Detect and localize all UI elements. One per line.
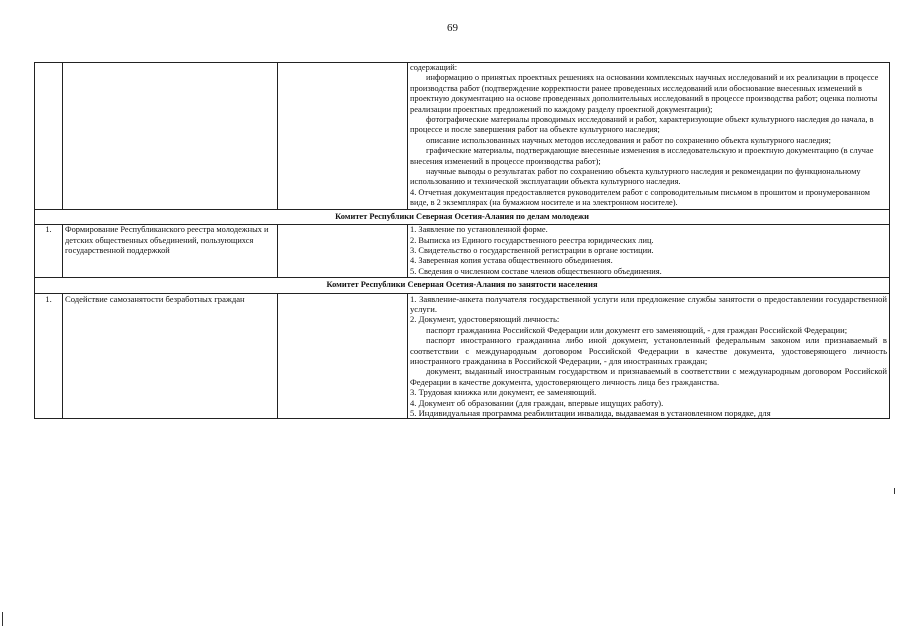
doc-line: паспорт гражданина Российской Федерации или документ его заменяющий, - для граждан Российской Федерации;: [426, 324, 848, 335]
service-cell: [63, 63, 278, 210]
service-name: Формирование Республиканского реестра молодежных и детских общественных объединений, пользующихся государственной поддержкой: [63, 225, 278, 278]
docs-cell: [408, 293, 890, 419]
table-row: [35, 225, 890, 278]
services-table: [34, 62, 890, 419]
section-title: Комитет Республики Северная Осетия-Алания по делам молодежи: [35, 209, 890, 224]
table-row: [35, 293, 890, 419]
doc-line: фотографические материалы проводимых исследований и работ, характеризующие объект культурного наследия до начала, в процессе и после завершения работ на объекте культурного наследия;: [410, 115, 874, 135]
doc-line: 2. Документ, удостоверяющий личность:: [410, 314, 560, 325]
doc-line: документ, выданный иностранным государством и признаваемый в соответствии с международным договором Российской Федерации в качестве документа, удостоверяющего личность лица без гражданства.: [410, 366, 887, 387]
scan-mark: [894, 488, 895, 494]
blank-cell: [278, 293, 408, 419]
blank-cell: [278, 63, 408, 210]
doc-line: 3. Свидетельство о государственной регистрации в органе юстиции.: [410, 245, 654, 255]
doc-line: паспорт иностранного гражданина либо иной документ, установленный федеральным законом или признаваемый в соответствии с международным договором Российской Федерации в качестве документа, удостоверяющего личность иностранного гражданина в Российской Федерации, - для иностранных граждан;: [410, 335, 887, 366]
docs-cell: [408, 225, 890, 278]
doc-line: научные выводы о результатах работ по сохранению объекта культурного наследия и рекомендации по функциональному использованию и технической эксплуатации объекта культурного наследия.: [410, 167, 861, 187]
table-row-continuation: [35, 63, 890, 210]
row-number: 1.: [35, 293, 63, 419]
doc-line: графические материалы, подтверждающие внесенные изменения в исследовательскую и проектную документацию (в случае внесения изменений в процессе производства работ);: [410, 146, 874, 166]
doc-line: 4. Отчетная документация предоставляется руководителем работ с сопроводительным письмом в прошитом и пронумерованном виде, в 2 экземплярах (на бумажном носителе и на электронном носителе).: [410, 187, 870, 208]
doc-line: содержащий:: [410, 63, 458, 72]
docs-cell: [408, 63, 890, 210]
doc-line: 3. Трудовая книжка или документ, ее заменяющий.: [410, 387, 597, 398]
doc-line: информацию о принятых проектных решениях на основании комплексных научных исследований и их реализации в процессе производства работ (подтверждение корректности ранее проведенных исследований или обоснование внесенных изменений в проектную документацию на основе проведенных дополнительных исследований в процессе производства работ; оценка полноты реализации проектных предложений по каждому разделу проектной документации);: [410, 73, 879, 114]
section-header-row: [35, 209, 890, 224]
doc-line: 2. Выписка из Единого государственного реестра юридических лиц.: [410, 235, 654, 245]
scan-mark: [2, 612, 3, 626]
doc-line: 1. Заявление по установленной форме.: [410, 225, 548, 235]
section-header-row: [35, 278, 890, 293]
num-cell: [35, 63, 63, 210]
section-title: Комитет Республики Северная Осетия-Алания по занятости населения: [35, 278, 890, 293]
doc-line: 4. Документ об образовании (для граждан, впервые ищущих работу).: [410, 397, 664, 408]
service-name: Содействие самозанятости безработных граждан: [63, 293, 278, 419]
doc-line: 5. Сведения о численном составе членов общественного объединения.: [410, 266, 662, 276]
blank-cell: [278, 225, 408, 278]
row-number: 1.: [35, 225, 63, 278]
doc-line: 1. Заявление-анкета получателя государственной услуги или предложение службы занятости о предоставлении государственной услуги.: [410, 293, 887, 314]
doc-line: 5. Индивидуальная программа реабилитации инвалида, выдаваемая в установленном порядке, для: [410, 408, 771, 418]
page-number: 69: [447, 22, 458, 34]
doc-line: 4. Заверенная копия устава общественного объединения.: [410, 256, 613, 266]
doc-line: описание использованных научных методов исследования и работ по сохранению объекта культурного наследия;: [426, 135, 831, 145]
